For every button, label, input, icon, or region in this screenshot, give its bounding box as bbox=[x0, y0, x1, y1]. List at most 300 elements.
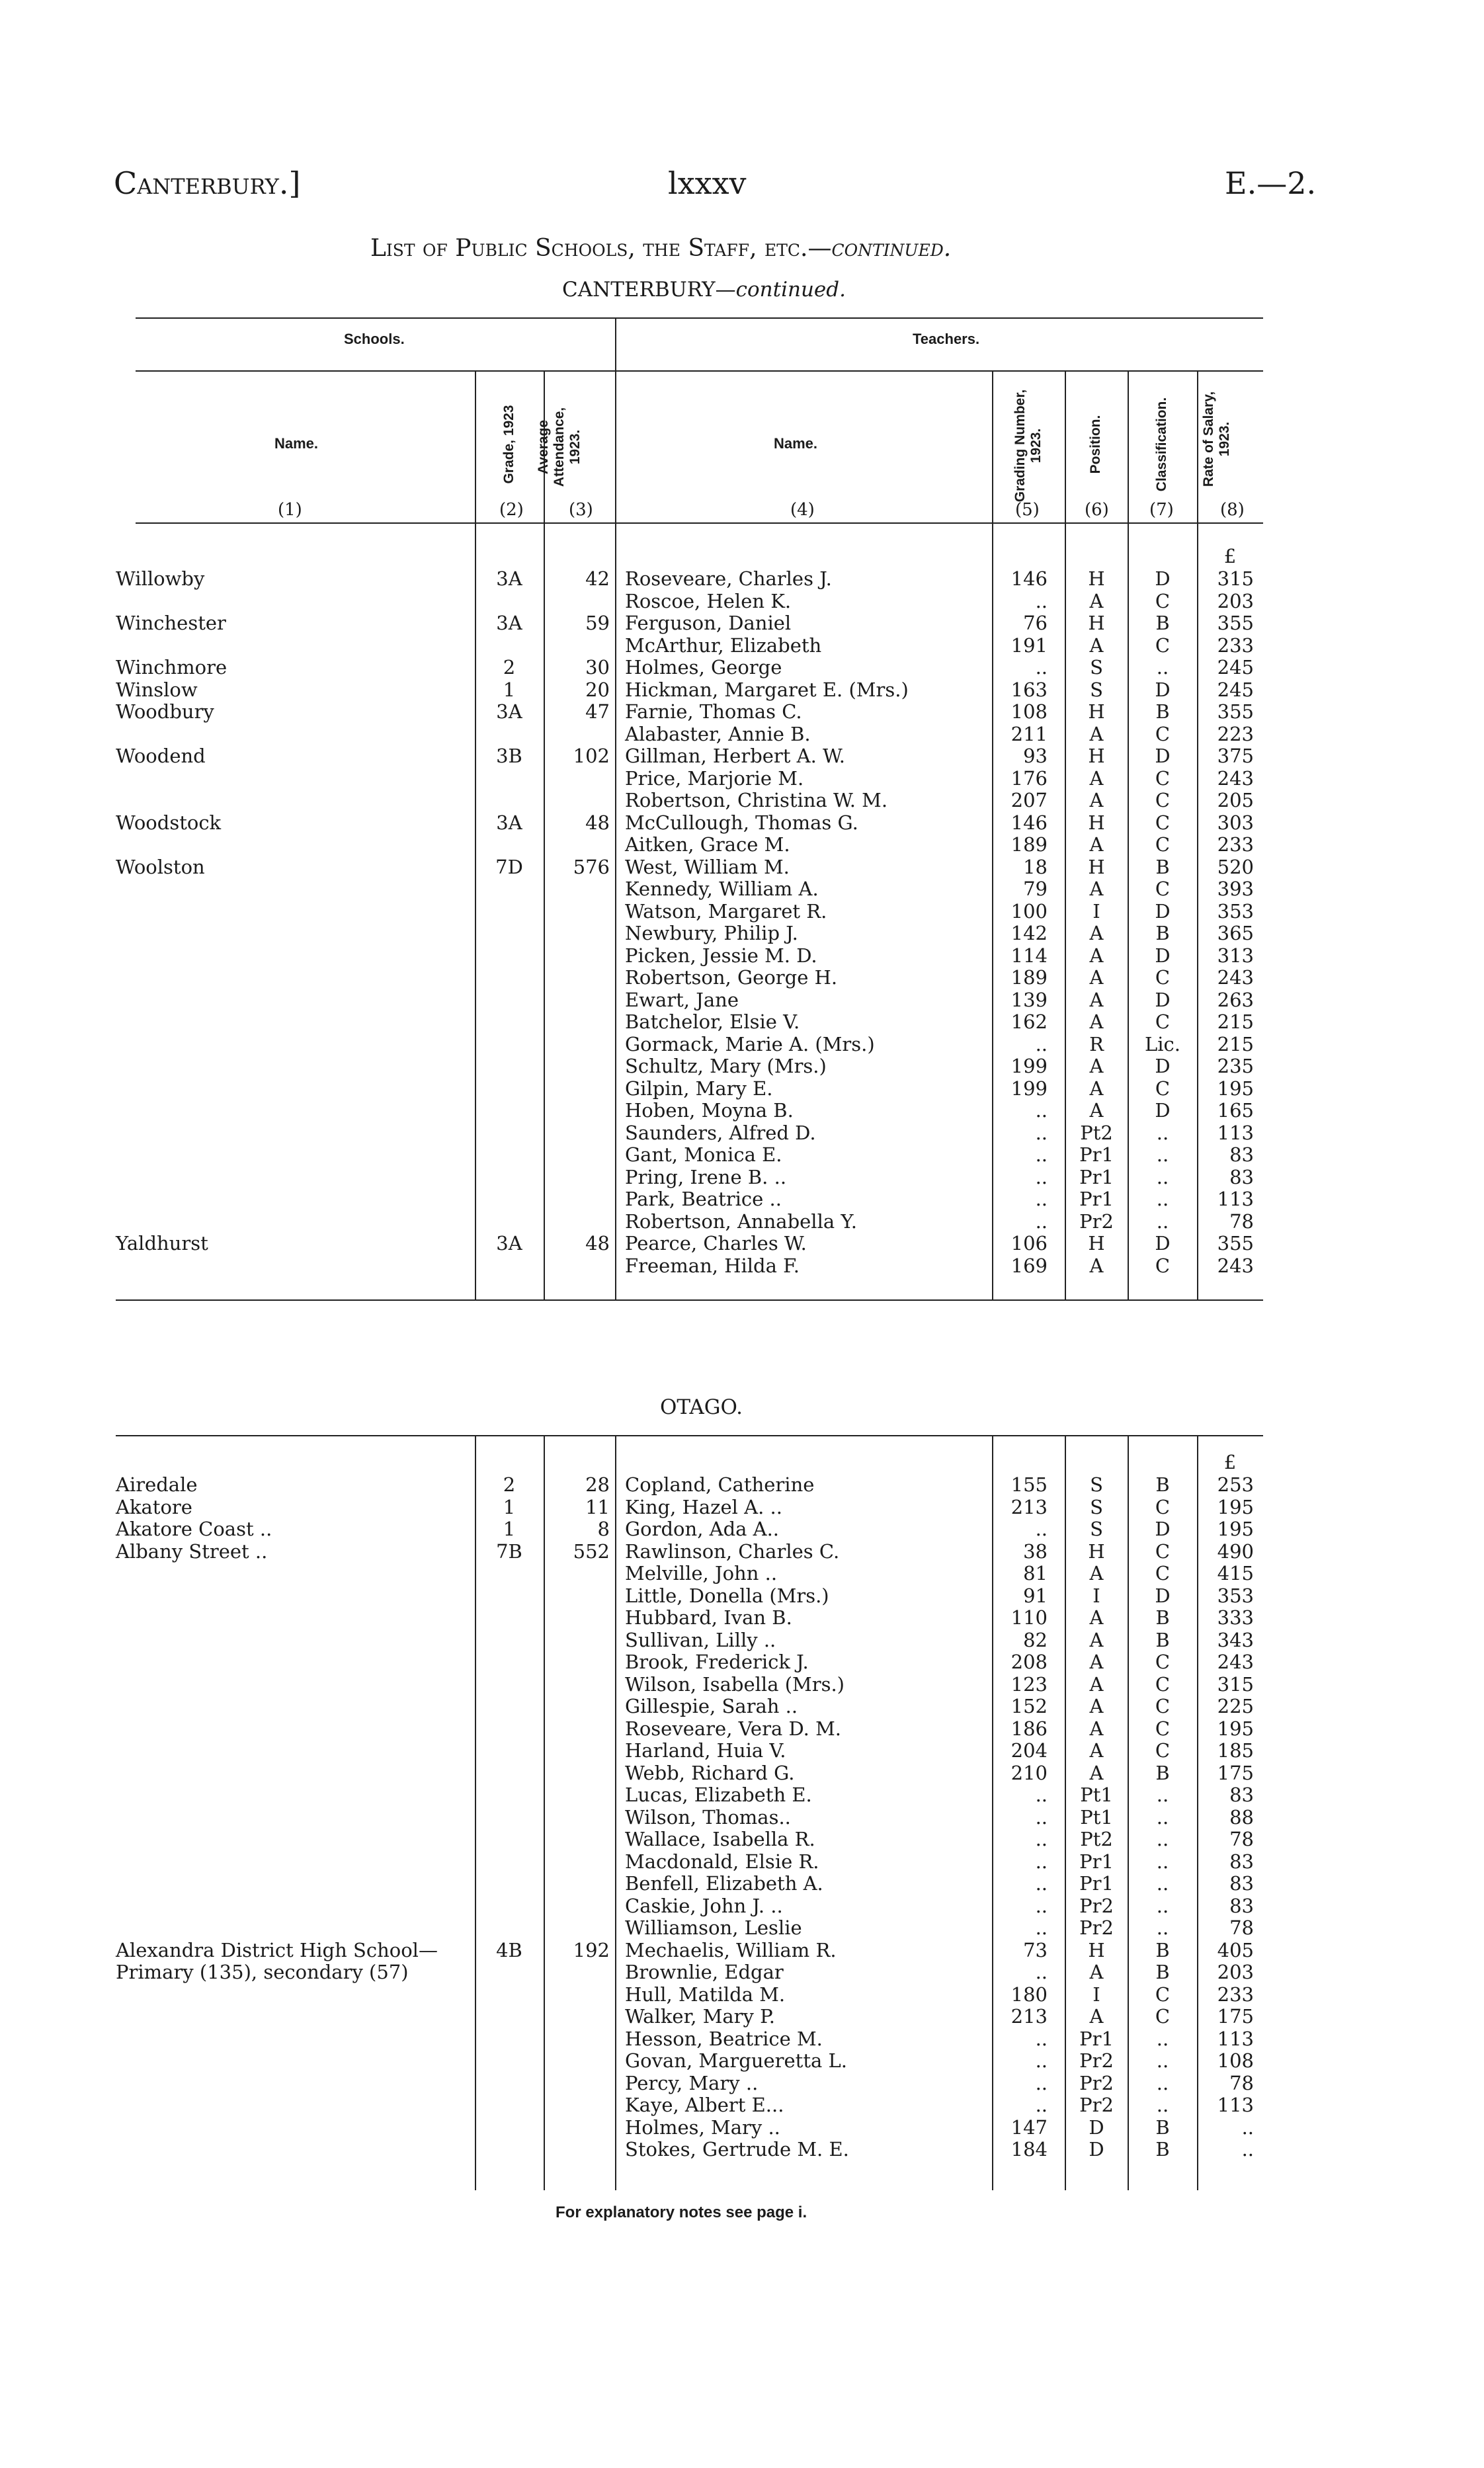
teacher-position: H bbox=[1088, 855, 1105, 878]
teacher-salary: 185 bbox=[1217, 1739, 1254, 1762]
teacher-position: Pr2 bbox=[1079, 2049, 1114, 2072]
grading-number: 146 bbox=[1010, 567, 1048, 590]
table-top-rule bbox=[136, 317, 1263, 319]
teacher-salary: 195 bbox=[1217, 1495, 1254, 1518]
grading-number: 110 bbox=[1010, 1606, 1048, 1629]
school-attendance: 11 bbox=[585, 1495, 610, 1518]
teacher-position: Pr1 bbox=[1079, 1850, 1114, 1873]
teacher-position: H bbox=[1088, 567, 1105, 590]
teacher-name: Gillman, Herbert A. W. bbox=[625, 745, 846, 767]
grading-number: 155 bbox=[1010, 1473, 1048, 1496]
page-number: lxxxv bbox=[668, 165, 747, 201]
school-attendance: 48 bbox=[585, 811, 610, 834]
school-grade: 2 bbox=[503, 656, 516, 679]
teacher-name: Pring, Irene B. .. bbox=[625, 1165, 787, 1188]
teacher-name: Newbury, Philip J. bbox=[625, 922, 798, 944]
teacher-salary: 245 bbox=[1217, 656, 1254, 679]
grading-number: .. bbox=[1035, 589, 1048, 612]
teacher-salary: 235 bbox=[1217, 1055, 1254, 1077]
teacher-salary: 405 bbox=[1217, 1938, 1254, 1961]
teacher-salary: 83 bbox=[1229, 1143, 1254, 1166]
col-divider bbox=[615, 1436, 616, 2190]
teacher-position: A bbox=[1089, 988, 1104, 1011]
teacher-classification: D bbox=[1155, 944, 1171, 967]
teacher-position: S bbox=[1090, 678, 1103, 701]
page-title bbox=[370, 235, 951, 262]
teacher-name: Kaye, Albert E... bbox=[625, 2094, 784, 2116]
grading-number: .. bbox=[1035, 1805, 1048, 1829]
col-divider bbox=[1065, 1436, 1066, 2190]
teacher-name: McCullough, Thomas G. bbox=[625, 811, 858, 834]
teacher-classification: B bbox=[1155, 1938, 1170, 1961]
teacher-salary: .. bbox=[1241, 2138, 1254, 2160]
teacher-classification: Lic. bbox=[1145, 1032, 1180, 1055]
teacher-salary: 83 bbox=[1229, 1784, 1254, 1806]
teacher-name: Copland, Catherine bbox=[625, 1473, 815, 1496]
teacher-position: S bbox=[1090, 1495, 1103, 1518]
teacher-name: Hickman, Margaret E. (Mrs.) bbox=[625, 678, 909, 701]
teacher-classification: .. bbox=[1156, 1916, 1169, 1939]
teacher-position: S bbox=[1090, 1473, 1103, 1496]
teacher-classification: .. bbox=[1156, 1784, 1169, 1806]
teacher-salary: 78 bbox=[1229, 1210, 1254, 1233]
school-grade: 7B bbox=[496, 1540, 522, 1563]
grading-number: .. bbox=[1035, 1165, 1048, 1188]
teacher-salary: 313 bbox=[1217, 944, 1254, 967]
teacher-salary: 113 bbox=[1217, 1121, 1254, 1144]
teacher-salary: 243 bbox=[1217, 966, 1254, 989]
col-divider bbox=[475, 1436, 476, 2190]
teacher-position: Pr2 bbox=[1079, 2071, 1114, 2094]
teacher-position: Pt2 bbox=[1080, 1828, 1113, 1850]
teacher-salary: 365 bbox=[1217, 922, 1254, 944]
grading-number: 106 bbox=[1010, 1232, 1048, 1255]
teacher-name: Hubbard, Ivan B. bbox=[625, 1606, 792, 1629]
grading-number: 184 bbox=[1010, 2138, 1048, 2160]
teacher-position: A bbox=[1089, 1739, 1104, 1762]
teacher-classification: D bbox=[1155, 1518, 1171, 1540]
teacher-name: Harland, Huia V. bbox=[625, 1739, 786, 1762]
teacher-classification: C bbox=[1155, 1983, 1171, 2006]
teacher-salary: 353 bbox=[1217, 899, 1254, 923]
teacher-name: West, William M. bbox=[625, 855, 790, 878]
teacher-position: A bbox=[1089, 1628, 1104, 1651]
school-attendance: 8 bbox=[597, 1518, 610, 1540]
teacher-salary: .. bbox=[1241, 2116, 1254, 2139]
teacher-name: Rawlinson, Charles C. bbox=[625, 1540, 840, 1563]
grading-number: 76 bbox=[1023, 612, 1048, 634]
otago-currency-symbol: £ bbox=[1223, 1451, 1237, 1473]
teacher-salary: 315 bbox=[1217, 1672, 1254, 1696]
teacher-salary: 520 bbox=[1217, 855, 1254, 878]
teacher-salary: 195 bbox=[1217, 1717, 1254, 1740]
teacher-name: Mechaelis, William R. bbox=[625, 1938, 837, 1961]
school-grade: 1 bbox=[503, 1518, 516, 1540]
teacher-classification: C bbox=[1155, 2005, 1171, 2028]
grading-number: 81 bbox=[1023, 1562, 1048, 1584]
school-grade: 4B bbox=[496, 1938, 522, 1961]
grading-number: .. bbox=[1035, 1961, 1048, 1983]
grading-number: .. bbox=[1035, 1032, 1048, 1055]
teacher-position: A bbox=[1089, 789, 1104, 811]
teacher-classification: D bbox=[1155, 988, 1171, 1011]
col-divider bbox=[1197, 370, 1198, 1299]
teacher-classification: C bbox=[1155, 878, 1171, 900]
teacher-salary: 83 bbox=[1229, 1894, 1254, 1917]
attendance-header: Average Attendance, 1923. bbox=[536, 407, 583, 487]
school-attendance: 552 bbox=[573, 1540, 610, 1563]
teacher-classification: C bbox=[1155, 1695, 1171, 1717]
teacher-name: Hesson, Beatrice M. bbox=[625, 2027, 823, 2050]
teacher-position: Pr1 bbox=[1079, 1188, 1114, 1210]
col-num-1: (1) bbox=[278, 500, 302, 520]
teacher-name: Wilson, Isabella (Mrs.) bbox=[625, 1672, 845, 1696]
grading-number: .. bbox=[1035, 1188, 1048, 1210]
teacher-classification: C bbox=[1155, 766, 1171, 790]
col-num-7: (7) bbox=[1149, 500, 1174, 520]
teacher-position: Pt2 bbox=[1080, 1121, 1113, 1144]
grading-number: 114 bbox=[1010, 944, 1048, 967]
teacher-position: H bbox=[1088, 811, 1105, 834]
teacher-position: D bbox=[1089, 2138, 1104, 2160]
teacher-salary: 78 bbox=[1229, 1916, 1254, 1939]
title-main: List of Public Schools, the Staff, etc.— bbox=[370, 235, 832, 262]
col-divider bbox=[1197, 1436, 1198, 2190]
teacher-position: H bbox=[1088, 745, 1105, 767]
school-grade: 3A bbox=[496, 567, 522, 590]
school-name: Willowby bbox=[116, 567, 205, 590]
teacher-classification: .. bbox=[1156, 1165, 1169, 1188]
column-number-rule bbox=[136, 522, 1263, 524]
col-num-5: (5) bbox=[1015, 500, 1040, 520]
grading-number: 123 bbox=[1010, 1672, 1048, 1696]
teacher-classification: B bbox=[1155, 700, 1170, 723]
grading-number: .. bbox=[1035, 1210, 1048, 1233]
grading-number: 213 bbox=[1010, 2005, 1048, 2028]
teacher-name: Williamson, Leslie bbox=[625, 1916, 802, 1939]
grading-number: 82 bbox=[1023, 1628, 1048, 1651]
teacher-salary: 83 bbox=[1229, 1850, 1254, 1873]
grading-number: 169 bbox=[1010, 1254, 1048, 1277]
school-attendance: 576 bbox=[573, 855, 610, 878]
teacher-name: Hull, Matilda M. bbox=[625, 1983, 786, 2006]
grading-number: 18 bbox=[1023, 855, 1048, 878]
school-attendance: 30 bbox=[585, 656, 610, 679]
teacher-classification: C bbox=[1155, 634, 1171, 657]
col-divider bbox=[544, 370, 545, 1299]
col-num-3: (3) bbox=[569, 500, 593, 520]
teacher-name: Kennedy, William A. bbox=[625, 878, 819, 900]
teacher-name: Alabaster, Annie B. bbox=[625, 722, 811, 745]
teacher-salary: 253 bbox=[1217, 1473, 1254, 1496]
school-grade: 1 bbox=[503, 678, 516, 701]
grading-number: 142 bbox=[1010, 922, 1048, 944]
grading-number: 199 bbox=[1010, 1055, 1048, 1077]
teacher-position: A bbox=[1089, 1606, 1104, 1629]
teacher-position: Pt1 bbox=[1080, 1784, 1113, 1806]
running-head-left: Canterbury.] bbox=[114, 165, 301, 201]
teacher-classification: B bbox=[1155, 2116, 1170, 2139]
grading-number: .. bbox=[1035, 1850, 1048, 1873]
teacher-classification: .. bbox=[1156, 1872, 1169, 1895]
teacher-name: Robertson, George H. bbox=[625, 966, 838, 989]
teacher-salary: 203 bbox=[1217, 1961, 1254, 1983]
grading-number: 147 bbox=[1010, 2116, 1048, 2139]
teacher-name: King, Hazel A. .. bbox=[625, 1495, 782, 1518]
teacher-position: A bbox=[1089, 1562, 1104, 1584]
school-attendance: 28 bbox=[585, 1473, 610, 1496]
school-name: Woodbury bbox=[116, 700, 214, 723]
school-grade: 3A bbox=[496, 700, 522, 723]
teacher-name: Govan, Margueretta L. bbox=[625, 2049, 847, 2072]
school-grade: 3A bbox=[496, 811, 522, 834]
teacher-salary: 225 bbox=[1217, 1695, 1254, 1717]
teacher-classification: B bbox=[1155, 612, 1170, 634]
teacher-salary: 215 bbox=[1217, 1032, 1254, 1055]
grading-number: 93 bbox=[1023, 745, 1048, 767]
teacher-salary: 215 bbox=[1217, 1010, 1254, 1033]
grading-number: 189 bbox=[1010, 833, 1048, 856]
teacher-salary: 243 bbox=[1217, 1651, 1254, 1673]
school-grade: 3A bbox=[496, 1232, 522, 1255]
teacher-classification: .. bbox=[1156, 2071, 1169, 2094]
teacher-salary: 175 bbox=[1217, 2005, 1254, 2028]
school-name: Akatore bbox=[116, 1495, 192, 1518]
footnote: For explanatory notes see page i. bbox=[556, 2203, 807, 2221]
grading-header: Grading Number, 1923. bbox=[1012, 389, 1044, 503]
teacher-classification: B bbox=[1155, 855, 1170, 878]
teacher-salary: 88 bbox=[1229, 1805, 1254, 1829]
school-attendance: 102 bbox=[573, 745, 610, 767]
teacher-name: Walker, Mary P. bbox=[625, 2005, 776, 2028]
grading-number: 180 bbox=[1010, 1983, 1048, 2006]
teacher-classification: D bbox=[1155, 899, 1171, 923]
school-name: Airedale bbox=[116, 1473, 198, 1496]
teacher-classification: B bbox=[1155, 1606, 1170, 1629]
teacher-salary: 195 bbox=[1217, 1518, 1254, 1540]
grading-number: 191 bbox=[1010, 634, 1048, 657]
school-grade: 2 bbox=[503, 1473, 516, 1496]
grading-number: .. bbox=[1035, 656, 1048, 679]
teacher-name: Farnie, Thomas C. bbox=[625, 700, 802, 723]
teacher-name: Robertson, Christina W. M. bbox=[625, 789, 888, 811]
teacher-position: A bbox=[1089, 833, 1104, 856]
grading-number: 73 bbox=[1023, 1938, 1048, 1961]
teacher-classification: D bbox=[1155, 745, 1171, 767]
teacher-name: Roscoe, Helen K. bbox=[625, 589, 792, 612]
school-attendance: 42 bbox=[585, 567, 610, 590]
grading-number: .. bbox=[1035, 1784, 1048, 1806]
teacher-classification: D bbox=[1155, 1232, 1171, 1255]
teacher-name: Little, Donella (Mrs.) bbox=[625, 1584, 829, 1607]
teacher-name: Saunders, Alfred D. bbox=[625, 1121, 816, 1144]
grading-number: 211 bbox=[1010, 722, 1048, 745]
school-name: Woodend bbox=[116, 745, 206, 767]
teacher-classification: D bbox=[1155, 678, 1171, 701]
grading-number: .. bbox=[1035, 2094, 1048, 2116]
teacher-name: Schultz, Mary (Mrs.) bbox=[625, 1055, 827, 1077]
teacher-salary: 333 bbox=[1217, 1606, 1254, 1629]
subtitle-continued: continued. bbox=[735, 278, 846, 302]
teacher-salary: 355 bbox=[1217, 612, 1254, 634]
subtitle-main: CANTERBURY— bbox=[562, 278, 736, 302]
teacher-position: A bbox=[1089, 1717, 1104, 1740]
teacher-classification: .. bbox=[1156, 656, 1169, 679]
teacher-name: Macdonald, Elsie R. bbox=[625, 1850, 819, 1873]
grading-number: 108 bbox=[1010, 700, 1048, 723]
running-head-right: E.—2. bbox=[1225, 165, 1317, 201]
school-attendance: 20 bbox=[585, 678, 610, 701]
teacher-classification: B bbox=[1155, 922, 1170, 944]
teacher-position: H bbox=[1088, 612, 1105, 634]
teacher-classification: .. bbox=[1156, 2094, 1169, 2116]
title-continued: continued. bbox=[831, 235, 952, 262]
teacher-position: Pr2 bbox=[1079, 1210, 1114, 1233]
grading-number: .. bbox=[1035, 1916, 1048, 1939]
teacher-name: Gormack, Marie A. (Mrs.) bbox=[625, 1032, 875, 1055]
school-attendance: 192 bbox=[573, 1938, 610, 1961]
teacher-position: A bbox=[1089, 589, 1104, 612]
teacher-position: A bbox=[1089, 2005, 1104, 2028]
classification-header: Classification. bbox=[1154, 397, 1169, 492]
teacher-position: H bbox=[1088, 1232, 1105, 1255]
teacher-salary: 203 bbox=[1217, 589, 1254, 612]
teacher-position: A bbox=[1089, 634, 1104, 657]
teacher-name: Brook, Frederick J. bbox=[625, 1651, 809, 1673]
grading-number: 207 bbox=[1010, 789, 1048, 811]
teacher-salary: 78 bbox=[1229, 2071, 1254, 2094]
teacher-salary: 165 bbox=[1217, 1099, 1254, 1122]
school-attendance: 48 bbox=[585, 1232, 610, 1255]
teacher-salary: 108 bbox=[1217, 2049, 1254, 2072]
teacher-salary: 78 bbox=[1229, 1828, 1254, 1850]
grading-number: .. bbox=[1035, 1894, 1048, 1917]
teacher-name: Wallace, Isabella R. bbox=[625, 1828, 815, 1850]
grading-number: 213 bbox=[1010, 1495, 1048, 1518]
teacher-position: D bbox=[1089, 2116, 1104, 2139]
teacher-classification: .. bbox=[1156, 1805, 1169, 1829]
col-num-4: (4) bbox=[790, 500, 815, 520]
teacher-salary: 83 bbox=[1229, 1165, 1254, 1188]
school-name: Woolston bbox=[116, 855, 205, 878]
otago-top-rule bbox=[116, 1435, 1263, 1436]
teacher-salary: 113 bbox=[1217, 2027, 1254, 2050]
teacher-classification: C bbox=[1155, 1672, 1171, 1696]
teacher-classification: .. bbox=[1156, 1210, 1169, 1233]
teacher-classification: D bbox=[1155, 567, 1171, 590]
school-grade: 7D bbox=[495, 855, 523, 878]
teacher-classification: .. bbox=[1156, 1850, 1169, 1873]
teacher-name: Gilpin, Mary E. bbox=[625, 1077, 773, 1100]
teacher-classification: B bbox=[1155, 1761, 1170, 1784]
teacher-name: Watson, Margaret R. bbox=[625, 899, 827, 923]
teacher-name: Benfell, Elizabeth A. bbox=[625, 1872, 823, 1895]
teacher-salary: 243 bbox=[1217, 766, 1254, 790]
teacher-name: Holmes, George bbox=[625, 656, 782, 679]
teacher-name: Lucas, Elizabeth E. bbox=[625, 1784, 812, 1806]
teacher-name: Park, Beatrice .. bbox=[625, 1188, 782, 1210]
grading-number: 91 bbox=[1023, 1584, 1048, 1607]
teacher-position: A bbox=[1089, 1055, 1104, 1077]
school-grade: 1 bbox=[503, 1495, 516, 1518]
col-divider bbox=[475, 370, 476, 1299]
grading-number: .. bbox=[1035, 2027, 1048, 2050]
grading-number: 210 bbox=[1010, 1761, 1048, 1784]
teacher-name: Pearce, Charles W. bbox=[625, 1232, 807, 1255]
teacher-name: Webb, Richard G. bbox=[625, 1761, 795, 1784]
school-name: Winchester bbox=[116, 612, 226, 634]
teacher-classification: D bbox=[1155, 1055, 1171, 1077]
teacher-classification: B bbox=[1155, 1473, 1170, 1496]
teacher-classification: .. bbox=[1156, 1143, 1169, 1166]
teacher-name: Wilson, Thomas.. bbox=[625, 1805, 791, 1829]
teacher-name: McArthur, Elizabeth bbox=[625, 634, 822, 657]
grading-number: .. bbox=[1035, 2049, 1048, 2072]
teacher-salary: 113 bbox=[1217, 2094, 1254, 2116]
teacher-salary: 355 bbox=[1217, 700, 1254, 723]
teacher-classification: D bbox=[1155, 1099, 1171, 1122]
school-name: Woodstock bbox=[116, 811, 222, 834]
teacher-salary: 375 bbox=[1217, 745, 1254, 767]
teacher-position: Pr2 bbox=[1079, 1894, 1114, 1917]
teacher-name: Gillespie, Sarah .. bbox=[625, 1695, 798, 1717]
grading-number: 204 bbox=[1010, 1739, 1048, 1762]
teacher-classification: C bbox=[1155, 1739, 1171, 1762]
teacher-position: Pr1 bbox=[1079, 2027, 1114, 2050]
teacher-position: Pr1 bbox=[1079, 1165, 1114, 1188]
teacher-name: Sullivan, Lilly .. bbox=[625, 1628, 776, 1651]
grading-number: .. bbox=[1035, 1099, 1048, 1122]
grading-number: .. bbox=[1035, 2071, 1048, 2094]
teacher-position: A bbox=[1089, 1077, 1104, 1100]
teacher-salary: 490 bbox=[1217, 1540, 1254, 1563]
teacher-name: Caskie, John J. .. bbox=[625, 1894, 783, 1917]
teacher-position: A bbox=[1089, 1961, 1104, 1983]
teacher-classification: C bbox=[1155, 1077, 1171, 1100]
teacher-salary: 245 bbox=[1217, 678, 1254, 701]
teacher-position: I bbox=[1092, 1584, 1100, 1607]
teacher-classification: C bbox=[1155, 833, 1171, 856]
teacher-position: I bbox=[1092, 899, 1100, 923]
teacher-salary: 353 bbox=[1217, 1584, 1254, 1607]
teacher-position: Pr2 bbox=[1079, 1916, 1114, 1939]
col-num-2: (2) bbox=[499, 500, 524, 520]
grade-header: Grade, 1923 bbox=[501, 405, 516, 484]
school-name-header: Name. bbox=[274, 435, 319, 452]
teacher-salary: 393 bbox=[1217, 878, 1254, 900]
teacher-position: A bbox=[1089, 1651, 1104, 1673]
teacher-salary: 343 bbox=[1217, 1628, 1254, 1651]
teacher-position: H bbox=[1088, 700, 1105, 723]
teacher-name: Roseveare, Charles J. bbox=[625, 567, 832, 590]
teacher-salary: 315 bbox=[1217, 567, 1254, 590]
teacher-name: Brownlie, Edgar bbox=[625, 1961, 784, 1983]
teacher-salary: 415 bbox=[1217, 1562, 1254, 1584]
grading-number: .. bbox=[1035, 1121, 1048, 1144]
teacher-classification: D bbox=[1155, 1584, 1171, 1607]
school-grade: 3A bbox=[496, 612, 522, 634]
teacher-salary: 205 bbox=[1217, 789, 1254, 811]
school-name: Primary (135), secondary (57) bbox=[116, 1961, 409, 1983]
col-num-6: (6) bbox=[1085, 500, 1109, 520]
grading-number: .. bbox=[1035, 1518, 1048, 1540]
table-bottom-rule bbox=[116, 1299, 1263, 1301]
school-name: Albany Street .. bbox=[116, 1540, 268, 1563]
teacher-name: Price, Marjorie M. bbox=[625, 766, 804, 790]
teacher-name: Gordon, Ada A.. bbox=[625, 1518, 780, 1540]
teacher-classification: C bbox=[1155, 1495, 1171, 1518]
teacher-position: A bbox=[1089, 1695, 1104, 1717]
